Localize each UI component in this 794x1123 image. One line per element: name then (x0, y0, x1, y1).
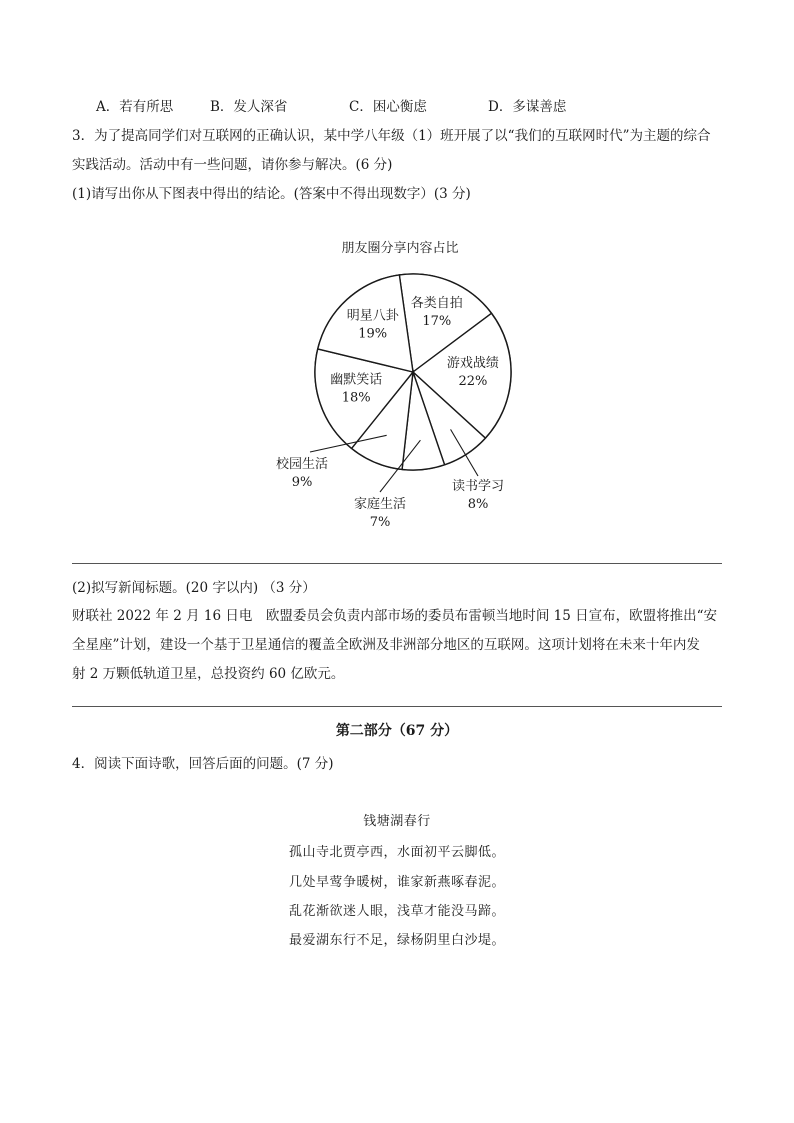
slice-label-value-2: 8% (467, 497, 489, 512)
question-3-sub-1: (1)请写出你从下图表中得出的结论。(答案中不得出现数字）(3 分) (72, 186, 471, 202)
option-d: D．多谋善虑 (488, 99, 567, 115)
slice-label-value-6: 19% (358, 326, 388, 342)
slice-label-category-0: 各类自拍 (410, 295, 463, 311)
divider-2 (72, 706, 722, 707)
news-line-1: 财联社 2022 年 2 月 16 日电 欧盟委员会负责内部市场的委员布雷顿当地时间 15 日宣布，欧盟将推出“安 (72, 608, 718, 624)
option-a: A．若有所思 (96, 99, 174, 115)
news-line-2: 全星座”计划，建设一个基于卫星通信的覆盖全欧洲及非洲部分地区的互联网。这项计划将在未来十年内发 (72, 637, 700, 653)
question-3-line-1: 3．为了提高同学们对互联网的正确认识，某中学八年级（1）班开展了以“我们的互联网时代”为主题的综合 (72, 128, 711, 144)
option-b: B．发人深省 (210, 99, 288, 115)
option-c: C．困心衡虑 (349, 99, 427, 115)
slice-label-category-5: 幽默笑话 (330, 372, 383, 388)
divider-1 (72, 563, 722, 564)
slice-label-value-5: 18% (341, 390, 371, 406)
news-line-3: 射 2 万颗低轨道卫星，总投资约 60 亿欧元。 (72, 666, 345, 682)
chart-title: 朋友圈分享内容占比 (341, 241, 459, 256)
slice-label-value-1: 22% (458, 373, 488, 389)
pie-chart (230, 230, 570, 550)
slice-label-value-0: 17% (422, 313, 452, 329)
poem-title: 钱塘湖春行 (363, 814, 431, 829)
section-title: 第二部分（67 分） (335, 723, 459, 739)
poem-line-4: 最爱湖东行不足，绿杨阴里白沙堤。 (288, 933, 505, 948)
slice-label-category-4: 校园生活 (275, 457, 329, 472)
question-4: 4．阅读下面诗歌，回答后面的问题。(7 分) (72, 756, 334, 772)
slice-label-category-6: 明星八卦 (346, 308, 399, 324)
slice-label-category-3: 家庭生活 (353, 497, 407, 512)
slice-label-category-1: 游戏战绩 (446, 355, 499, 371)
slice-label-value-3: 7% (369, 515, 391, 530)
question-3-line-2: 实践活动。活动中有一些问题，请你参与解决。(6 分) (72, 157, 393, 173)
slice-label-category-2: 读书学习 (451, 479, 505, 494)
question-3-sub-2: (2)拟写新闻标题。(20 字以内) （3 分） (72, 580, 316, 596)
poem-line-1: 孤山寺北贾亭西，水面初平云脚低。 (288, 845, 505, 860)
poem-line-3: 乱花渐欲迷人眼，浅草才能没马蹄。 (288, 904, 505, 919)
poem-line-2: 几处早莺争暖树，谁家新燕啄春泥。 (288, 875, 505, 890)
slice-label-value-4: 9% (291, 475, 313, 490)
